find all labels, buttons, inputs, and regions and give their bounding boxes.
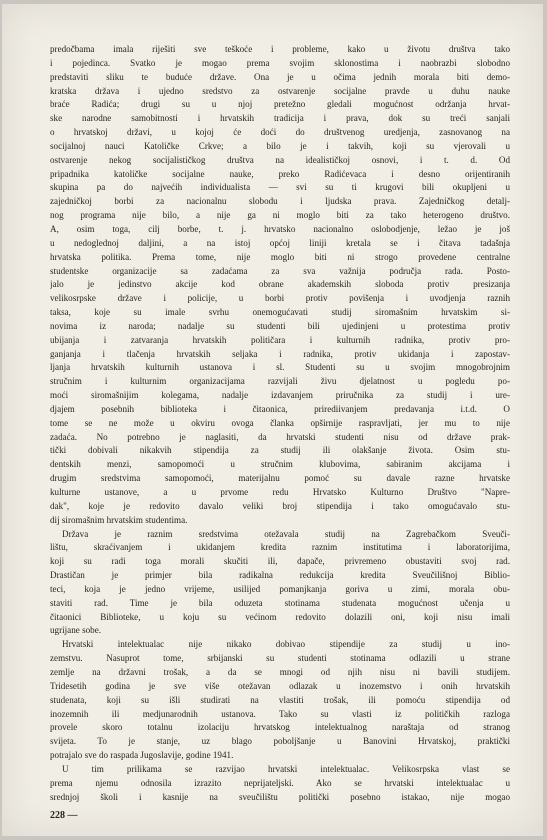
text-line: djajem posebnih biblioteka i čitaonica, prirediivanjem predavanja i.t.d. O xyxy=(50,403,510,414)
text-line: potrajalo sve do raspada Jugoslavije, godine 1941. xyxy=(50,750,234,761)
text-line: inozemnih ili medjunarodnih ustanova. Tako su vlasti iz političkih razloga xyxy=(50,708,510,719)
body-text xyxy=(50,43,510,804)
text-line: hrvatska politika. Prema tome, nije moglo biti ni strogo provedene centralne xyxy=(50,251,510,262)
text-line: predstaviti sliku te buduće države. Ona je u očima jednih morala biti demo- xyxy=(50,71,510,82)
text-line: tički dobivali nikakvih stipendija za studij ili olakšanje života. Osim stu- xyxy=(50,445,510,456)
text-line: novima iz naroda; nadalje su studenti bili ujedinjeni u protestima protiv xyxy=(50,320,510,331)
paragraph xyxy=(50,528,510,639)
text-line: koji su radi toga morali skučiti ili, dapače, privremeno obustaviti svoj rad. xyxy=(50,556,510,567)
text-line: U tim prilikama se razvijao hrvatski intelektualac. Velikosrpska vlast se xyxy=(62,763,510,774)
text-line: zajedničkoj borbi za nacionalnu slobodu i ljudska prava. Zajedničkog detalj- xyxy=(50,196,510,207)
page-number: 228 — xyxy=(50,810,78,821)
text-line: kulturne ustanove, a u prvome redu Hrvatsko Kulturno Društvo "Napre- xyxy=(50,487,510,497)
text-line: pripadnika katoličke socijalne nauke, preko Radićevaca i desno orijentiranih xyxy=(50,168,510,179)
text-line: Hrvatski intelektualac nije nikako dobivao stipendije za studij u ino- xyxy=(62,639,510,650)
paragraph xyxy=(50,638,510,763)
text-line: tome se ne može u okviru ovoga članka opširnije raspravljati, jer mu to nije xyxy=(50,417,510,428)
paragraph xyxy=(50,763,510,805)
text-line: ostvarenje nekog socijalističkog društva na idealističkoj osnovi, i t. d. Od xyxy=(50,154,510,165)
text-line: studentske organizacije sa zadaćama za sva važnija područja rada. Posto- xyxy=(50,265,510,276)
text-line: kratska država i ujedno sredstvo za ostvarenje socijalne pravde u duhu nauke xyxy=(50,85,510,96)
text-line: skupina pa do najvećih individualista — svi su ti krugovi bili okupljeni u xyxy=(50,182,510,193)
text-line: ugrijane sobe. xyxy=(50,625,102,636)
text-line: lištu, skraćivanjem i ukidanjem kredita raznim institutima i laboratorijima, xyxy=(50,542,510,553)
text-line: dentskih menzi, samopomoći u stručnim klubovima, sabiranim akcijama i xyxy=(50,459,510,470)
text-line: drugim sredstvima samopomoći, materijalnu pomoć su davale razne hrvatske xyxy=(50,473,510,484)
text-line: zemlje na državni trošak, a da se mnogi od njih nisu ni bavili studijem. xyxy=(50,666,510,677)
text-line: dak", koje je redovito davalo veliki broj stipendija i tako omogućavalo stu- xyxy=(50,500,510,511)
text-line: staviti rad. Time je bila oduzeta stotinama studenata mogućnost učenja u xyxy=(50,597,510,608)
text-line: teci, koja je jedno vrijeme, usilijed pomanjkanja goriva u zimi, morala obu- xyxy=(50,583,510,594)
text-line: o hrvatskoj državi, u kojoj će doći do društvenog uredjenja, zasnovanog na xyxy=(50,127,510,138)
text-line: ganjanja i tlačenja hrvatskih seljaka i radnika, protiv ukidanja i zapostav- xyxy=(50,348,510,359)
text-line: moći siromašnijim kolegama, nadalje izdavanjem priručnika za studij i ure- xyxy=(50,390,510,401)
text-line: predočbama imala riješiti sve teškoće i probleme, kako u životu društva tako xyxy=(50,44,510,54)
text-line: stručnim i kulturnim organizacijama razvijali živu djelatnost u pogledu po- xyxy=(50,376,510,387)
text-line: i pojedinca. Svatko je mogao prema svojim sklonostima i naobrazbi slobodno xyxy=(50,57,510,68)
book-page xyxy=(2,4,543,836)
text-line: u nedoglednoj daljini, a na istoj općoj liniji kretala se i čitava tadašnja xyxy=(50,237,510,248)
text-line: nog programa nije bilo, a nije ga ni moglo biti za tako heterogeno društvo. xyxy=(50,210,510,221)
text-line: taksa, koje su imale svrhu onemogućavati studij siromašnim hrvatskim si- xyxy=(50,307,510,318)
text-line: jalo je jedinstvo akcije kod obrane akademskih sloboda protiv presizanja xyxy=(50,279,510,290)
text-line: ljanja hrvatskih kulturnih ustanova i sl. Studenti su u svojim mnogobrojnim xyxy=(50,362,510,373)
text-line: svijeta. To je stanje, uz blago poboljšanje u Banovini Hrvatskoj, praktički xyxy=(50,736,510,747)
text-line: srednjoj školi i kasnije na sveučilištu politički posebno istakao, nije mogao xyxy=(50,791,510,802)
text-line: A, osim toga, cilj borbe, t. j. hrvatsko nacionalno oslobodjenje, ležao je još xyxy=(50,223,510,234)
text-line: Tridesetih godina je sve više otežavan odlazak u inozemstvo i onih hrvatskih xyxy=(50,680,510,691)
text-line: Drastičan je primjer bila radikalna redukcija kredita Sveučilišnoj Biblio- xyxy=(50,570,510,581)
text-line: dij siromašnim hrvatskim studentima. xyxy=(50,514,188,525)
text-line: velikosrpske države i policije, u borbi protiv povišenja i uvodjenja raznih xyxy=(50,293,510,304)
text-line: studenata, koji su išli studirati na vlastiti trošak, ili pomoću stipendija od xyxy=(50,694,510,705)
text-line: Država je raznim sredstvima otežavala studij na Zagrebačkom Sveuči- xyxy=(62,528,510,539)
text-line: socijalnoj nauci Katoličke Crkve; a bilo je i takvih, koji su vjerovali u xyxy=(50,140,510,151)
text-line: prema njemu odnosila izrazito neprijateljski. Ako se hrvatski intelektualac u xyxy=(50,777,510,788)
text-line: provele skoro totalnu izolaciju hrvatskog intelektualnog naraštaja od stranog xyxy=(50,722,510,733)
text-line: čitaonici Biblioteke, u koju su većinom redovito dolazili oni, koji nisu imali xyxy=(50,611,510,622)
text-line: ubijanja i zatvaranja hrvatskih političara i kulturnih radnika, protiv pro- xyxy=(50,334,510,345)
text-line: braće Radića; drugi su u njoj pretežno gledali mogućnost održanja hrvat- xyxy=(50,99,510,110)
paragraph xyxy=(50,43,510,528)
text-line: zemstvu. Nasuprot tome, srbijanski su studenti stotinama odlazili u strane xyxy=(50,653,510,664)
text-line: zadaća. No potrebno je naglasiti, da hrvatski studenti nisu od države prak- xyxy=(50,431,510,442)
text-line: ske narodne samobitnosti i hrvatskih tradicija i prava, dok su treći sanjali xyxy=(50,113,510,124)
